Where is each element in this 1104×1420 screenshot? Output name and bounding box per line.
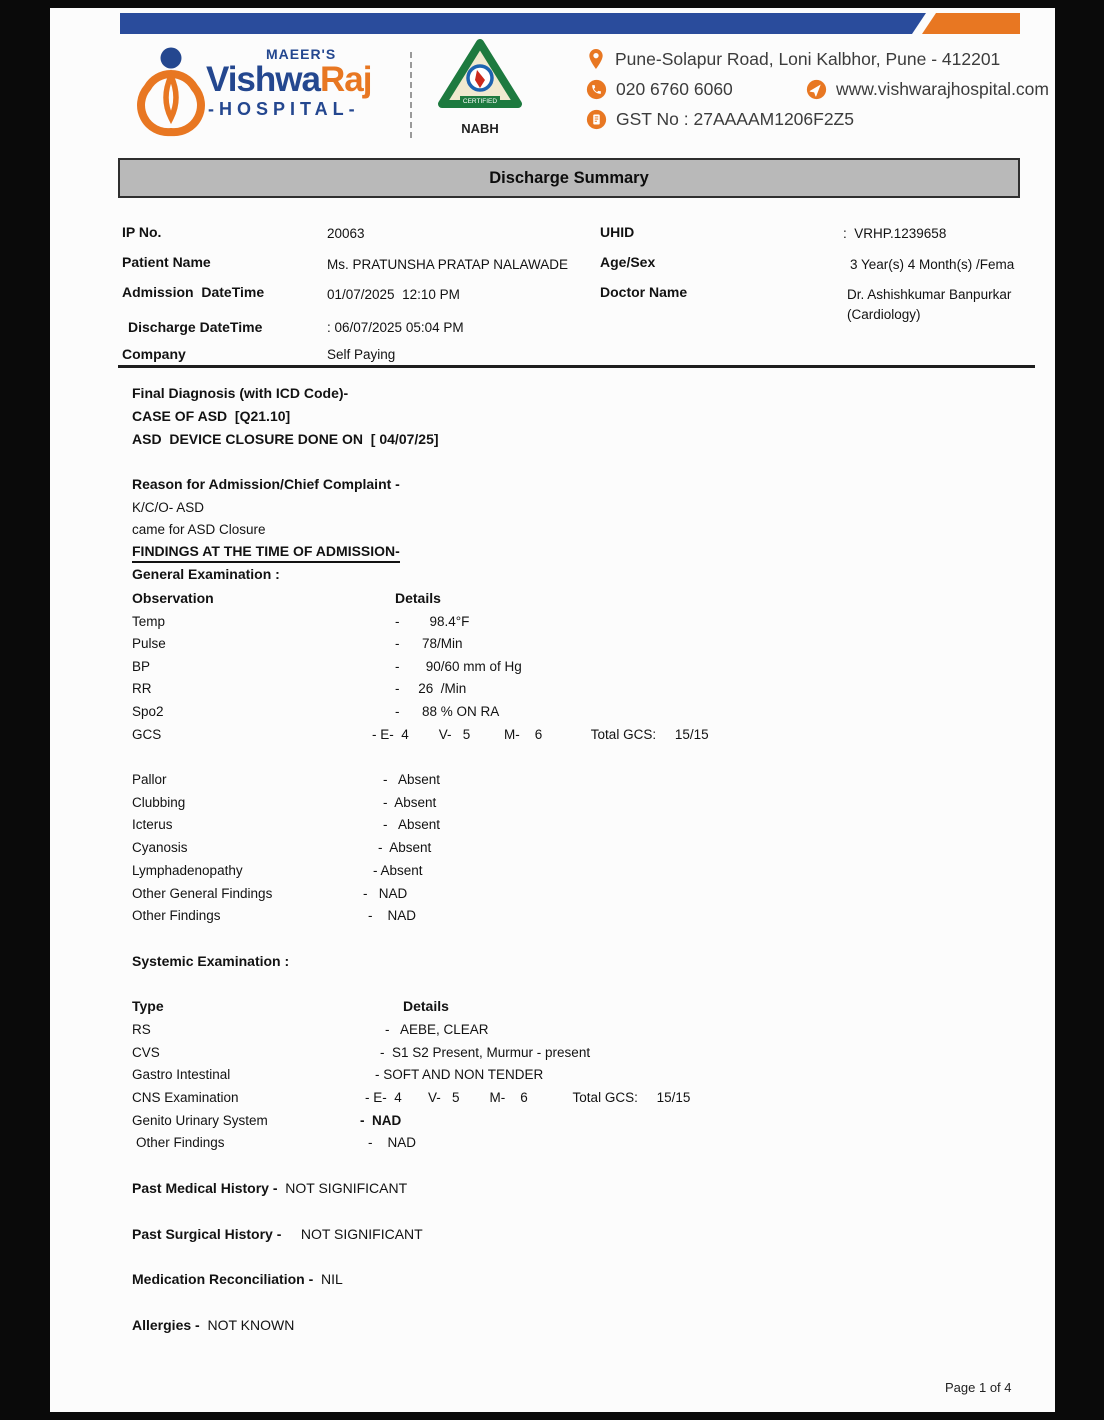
systemic-label: Gastro Intestinal <box>132 1067 231 1082</box>
page-number: Page 1 of 4 <box>945 1380 1012 1395</box>
header-banner <box>120 13 1020 34</box>
sign-detail: - NAD <box>363 886 408 901</box>
sign-detail: - Absent <box>373 863 423 878</box>
systemic-detail: - SOFT AND NON TENDER <box>375 1067 544 1082</box>
history-row <box>132 1317 294 1334</box>
nabh-label: NABH <box>461 121 499 136</box>
contact-address-row <box>586 48 1056 70</box>
column-header-observation: Observation <box>132 590 214 606</box>
admission-reason-heading: Reason for Admission/Chief Complaint - <box>132 476 400 492</box>
field-label-age-sex: Age/Sex <box>600 254 656 270</box>
history-label: Allergies - <box>132 1317 204 1333</box>
column-header-details: Details <box>403 998 449 1014</box>
systemic-detail: - E- 4 V- 5 M- 6 Total GCS: 15/15 <box>365 1090 691 1105</box>
field-value-doctor-name: Dr. Ashishkumar Banpurkar (Cardiology) <box>847 287 1012 322</box>
vital-detail: - 98.4°F <box>395 614 470 629</box>
sign-detail: - Absent <box>383 795 437 810</box>
contact-gst: GST No : 27AAAAM1206F2Z5 <box>616 109 854 129</box>
general-exam-heading: General Examination : <box>132 566 280 582</box>
contact-gst-row <box>586 109 1056 130</box>
field-label-company: Company <box>122 346 186 362</box>
brand-name <box>206 62 406 98</box>
location-pin-icon <box>586 48 606 70</box>
column-header-type: Type <box>132 998 164 1014</box>
systemic-label: Other Findings <box>136 1135 225 1150</box>
history-row <box>132 1180 407 1197</box>
vital-label: Spo2 <box>132 704 164 719</box>
history-label: Past Surgical History - <box>132 1226 286 1242</box>
hospital-trefoil-icon <box>134 46 208 138</box>
findings-heading: FINDINGS AT THE TIME OF ADMISSION- <box>132 543 400 563</box>
field-label-patient-name: Patient Name <box>122 254 211 270</box>
sign-label: Clubbing <box>132 795 186 810</box>
gst-icon <box>586 109 607 130</box>
vital-label: Pulse <box>132 636 166 651</box>
history-value: NIL <box>317 1271 343 1287</box>
sign-detail: - Absent <box>378 840 432 855</box>
contact-phone-item <box>586 79 806 100</box>
document-title-bar: Discharge Summary <box>118 158 1020 198</box>
field-label-uhid: UHID <box>600 224 635 240</box>
banner-blue-bar <box>120 13 1020 34</box>
vital-detail: - 90/60 mm of Hg <box>395 659 522 674</box>
systemic-heading: Systemic Examination : <box>132 953 290 969</box>
history-row <box>132 1271 343 1288</box>
vital-label: GCS <box>132 727 162 742</box>
field-value-uhid: : VRHP.1239658 <box>843 226 947 241</box>
contact-website-item <box>806 79 1049 100</box>
history-value: NOT SIGNIFICANT <box>285 1226 423 1242</box>
vital-label: RR <box>132 681 152 696</box>
phone-icon <box>586 79 607 100</box>
field-value-patient-name: Ms. PRATUNSHA PRATAP NALAWADE <box>327 257 569 272</box>
vital-label: Temp <box>132 614 166 629</box>
sign-label: Icterus <box>132 817 173 832</box>
systemic-label: CNS Examination <box>132 1090 239 1105</box>
field-label-admission: Admission DateTime <box>122 284 265 300</box>
systemic-detail: - NAD <box>360 1113 402 1128</box>
sign-label: Other Findings <box>132 908 221 923</box>
sign-detail: - Absent <box>383 817 441 832</box>
field-value-age-sex: 3 Year(s) 4 Month(s) /Fema <box>850 257 1015 272</box>
nabh-certified-text: CERTIFIED <box>462 98 498 105</box>
document-page <box>50 8 1055 1412</box>
contact-phone-web-row <box>586 79 1056 100</box>
section-separator <box>118 365 1035 368</box>
contact-website: www.vishwarajhospital.com <box>836 79 1049 99</box>
history-value: NOT KNOWN <box>203 1317 295 1333</box>
admission-reason-line: came for ASD Closure <box>132 522 266 537</box>
field-value-company: Self Paying <box>327 347 396 362</box>
vital-detail: - E- 4 V- 5 M- 6 Total GCS: 15/15 <box>372 727 709 742</box>
systemic-label: RS <box>132 1022 151 1037</box>
brand-name-blue: Vishwa <box>206 60 320 99</box>
diagnosis-heading: Final Diagnosis (with ICD Code)- <box>132 385 349 401</box>
systemic-label: Genito Urinary System <box>132 1113 268 1128</box>
sign-label: Pallor <box>132 772 167 787</box>
field-value-discharge: : 06/07/2025 05:04 PM <box>327 320 464 335</box>
sign-label: Lymphadenopathy <box>132 863 243 878</box>
vital-label: BP <box>132 659 151 674</box>
brand-name-orange: Raj <box>319 60 372 99</box>
field-value-ip-no: 20063 <box>327 226 365 241</box>
column-header-details: Details <box>395 590 441 606</box>
field-value-admission: 01/07/2025 12:10 PM <box>327 287 460 302</box>
diagnosis-line: ASD DEVICE CLOSURE DONE ON [ 04/07/25] <box>132 431 439 447</box>
contact-block <box>586 48 1056 139</box>
field-label-doctor-name: Doctor Name <box>600 284 688 300</box>
systemic-detail: - S1 S2 Present, Murmur - present <box>380 1045 591 1060</box>
header-divider <box>410 52 412 138</box>
vital-detail: - 26 /Min <box>395 681 467 696</box>
nabh-logo <box>434 38 526 136</box>
diagnosis-line: CASE OF ASD [Q21.10] <box>132 408 291 424</box>
vital-detail: - 78/Min <box>395 636 463 651</box>
history-label: Past Medical History - <box>132 1180 282 1196</box>
sign-detail: - Absent <box>383 772 441 787</box>
systemic-label: CVS <box>132 1045 160 1060</box>
history-value: NOT SIGNIFICANT <box>281 1180 408 1196</box>
admission-reason-line: K/C/O- ASD <box>132 500 205 515</box>
brand-subtitle: -HOSPITAL- <box>208 99 360 119</box>
systemic-detail: - NAD <box>368 1135 417 1150</box>
sign-detail: - NAD <box>368 908 417 923</box>
nabh-triangle-icon <box>436 38 524 116</box>
contact-phone: 020 6760 6060 <box>616 79 733 99</box>
vital-detail: - 88 % ON RA <box>395 704 500 719</box>
history-row <box>132 1226 423 1243</box>
sign-label: Cyanosis <box>132 840 188 855</box>
sign-label: Other General Findings <box>132 886 273 901</box>
hospital-logo <box>206 46 406 120</box>
field-label-ip-no: IP No. <box>122 224 162 240</box>
field-label-discharge: Discharge DateTime <box>128 319 263 335</box>
systemic-detail: - AEBE, CLEAR <box>385 1022 489 1037</box>
website-icon <box>806 79 827 100</box>
contact-address: Pune-Solapur Road, Loni Kalbhor, Pune - 412201 <box>615 48 1001 69</box>
brand-pre-title: MAEER'S <box>266 46 337 62</box>
history-label: Medication Reconciliation - <box>132 1271 318 1287</box>
